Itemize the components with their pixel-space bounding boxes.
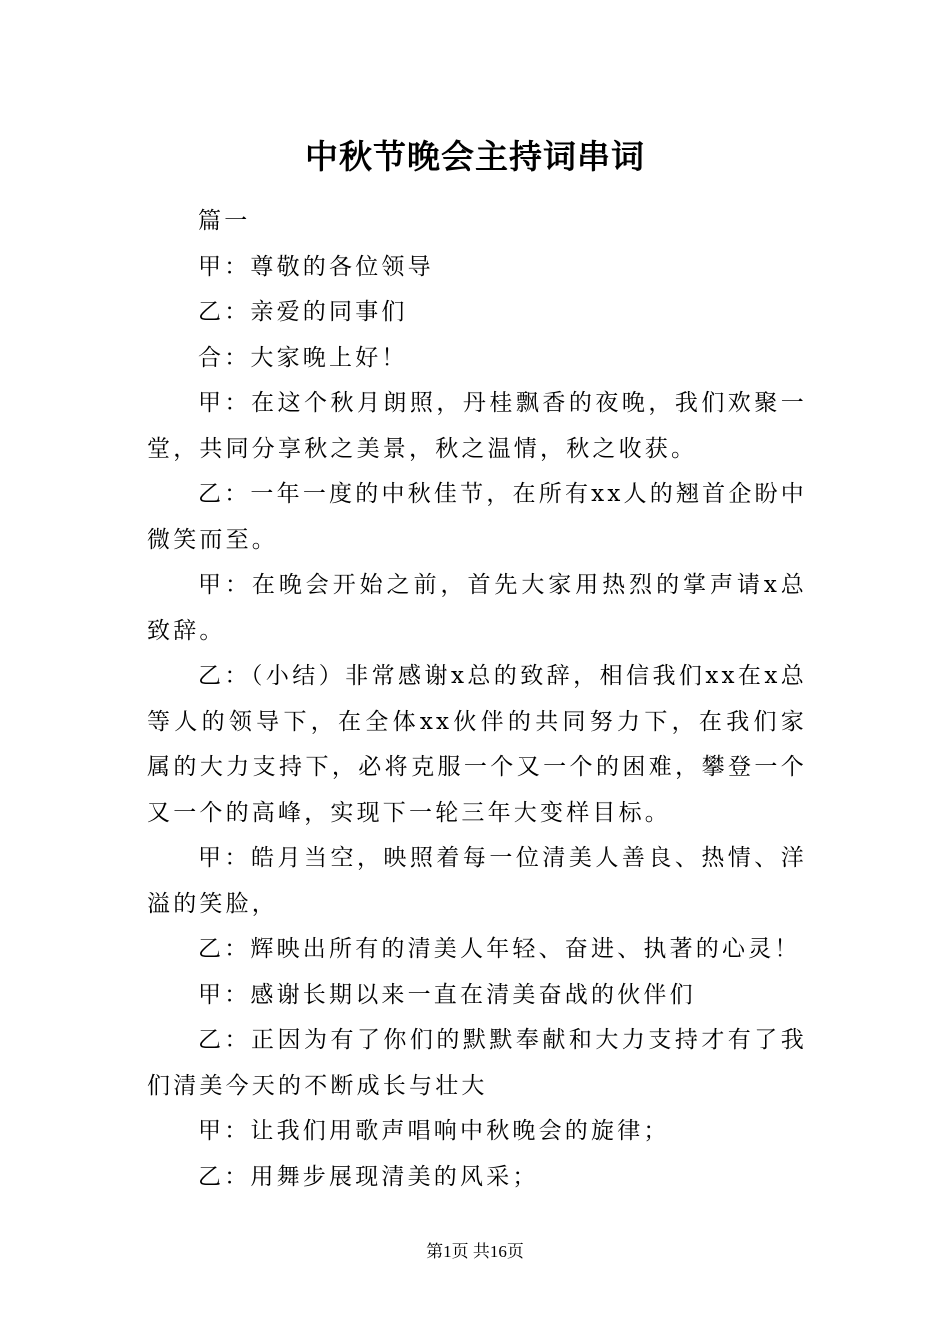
paragraph: 甲：让我们用歌声唱响中秋晚会的旋律； [198, 1118, 670, 1144]
document-body [147, 199, 807, 1200]
paragraph: 乙：（小结）非常感谢x总的致辞，相信我们xx在x总等人的领导下，在全体xx伙伴的共同努力下，在我们家属的大力支持下，必将克服一个又一个的困难，攀登一个又一个的高峰，实现下一轮三年大变样目标。 [147, 663, 807, 826]
paragraph: 甲：在晚会开始之前，首先大家用热烈的掌声请x总致辞。 [147, 572, 807, 644]
paragraph: 乙：辉映出所有的清美人年轻、奋进、执著的心灵！ [198, 936, 801, 962]
paragraph: 甲：感谢长期以来一直在清美奋战的伙伴们 [198, 981, 696, 1008]
paragraph: 甲：在这个秋月朗照，丹桂飘香的夜晚，我们欢聚一堂，共同分享秋之美景，秋之温情，秋之收获。 [147, 390, 807, 462]
paragraph: 甲：尊敬的各位领导 [198, 253, 434, 280]
paragraph: 乙：用舞步展现清美的风采； [198, 1163, 539, 1190]
page-number-footer: 第1页 共16页 [426, 1242, 524, 1261]
paragraph: 乙：一年一度的中秋佳节，在所有xx人的翘首企盼中微笑而至。 [147, 481, 807, 553]
paragraph: 乙：亲爱的同事们 [198, 299, 408, 325]
paragraph: 乙：正因为有了你们的默默奉献和大力支持才有了我们清美今天的不断成长与壮大 [147, 1027, 807, 1099]
document-title: 中秋节晚会主持词串词 [305, 137, 645, 176]
paragraph: 合：大家晚上好！ [198, 344, 408, 371]
paragraph: 甲：皓月当空，映照着每一位清美人善良、热情、洋溢的笑脸， [147, 845, 807, 917]
paragraph: 篇一 [198, 208, 251, 234]
